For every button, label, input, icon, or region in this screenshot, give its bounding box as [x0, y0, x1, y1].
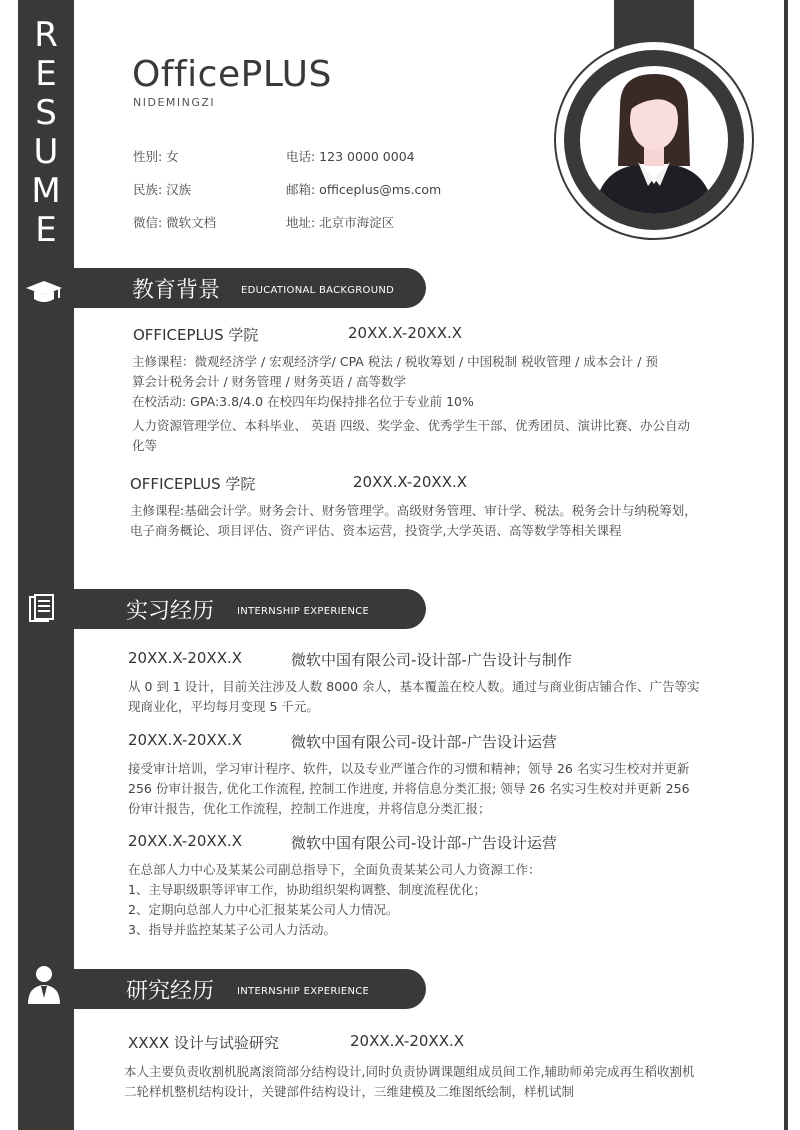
internship-period: 20XX.X-20XX.X — [128, 649, 243, 667]
text-line: 主修课程：微观经济学 / 宏观经济学/ CPA 税法 / 税收筹划 / 中国税制 税收管理 / 成本会计 / 预 — [132, 354, 658, 369]
section-title-cn: 实习经历 — [126, 599, 215, 624]
gender-field: 性别: 女 — [133, 149, 179, 164]
education-school: OFFICEPLUS 学院 — [133, 326, 259, 344]
text-line: 2、定期向总部人力中心汇报某某公司人力情况。 — [128, 902, 399, 917]
research-section-header — [74, 969, 426, 1009]
avatar — [580, 66, 728, 214]
email-field: 邮箱: officeplus@ms.com — [286, 182, 442, 197]
resume-letter: S — [35, 93, 57, 133]
education-details — [132, 352, 690, 456]
resume-letter: R — [34, 15, 58, 55]
research-project: XXXX 设计与试验研究 — [128, 1034, 279, 1052]
education-period: 20XX.X-20XX.X — [348, 324, 463, 342]
text-line: 二轮样机整机结构设计，关键部件结构设计，三维建模及二维图纸绘制，样机试制 — [124, 1084, 575, 1099]
resume-letter: E — [35, 210, 57, 250]
graduation-cap-icon — [24, 278, 64, 306]
section-title-en: EDUCATIONAL BACKGROUND — [241, 285, 395, 296]
resume-letter: E — [35, 54, 57, 94]
phone-field: 电话: 123 0000 0004 — [286, 149, 415, 164]
internship-details — [128, 860, 541, 940]
resume-vertical-title — [18, 16, 74, 250]
avatar-illustration-icon — [580, 66, 728, 214]
ethnicity-field: 民族: 汉族 — [133, 182, 192, 197]
text-line: 主修课程:基础会计学。财务会计、财务管理学。高级财务管理、审计学、税法。税务会计与纳税筹划， — [130, 503, 697, 518]
candidate-name: OfficePLUS — [132, 54, 332, 95]
internship-details — [128, 677, 700, 717]
section-title-cn: 研究经历 — [126, 979, 215, 1004]
internship-period: 20XX.X-20XX.X — [128, 832, 243, 850]
text-line: 现商业化，平均每月变现 5 千元。 — [128, 699, 319, 714]
wechat-field: 微信: 微软文档 — [133, 215, 217, 230]
education-details — [130, 501, 697, 541]
text-line: 本人主要负责收割机脱离滚筒部分结构设计,同时负责协调课题组成员间工作,辅助师弟完成再生稻收割机 — [124, 1064, 695, 1079]
education-section-header — [74, 268, 426, 308]
section-title-cn: 教育背景 — [132, 278, 221, 303]
text-line: 3、指导并监控某某子公司人力活动。 — [128, 922, 336, 937]
internship-period: 20XX.X-20XX.X — [128, 731, 243, 749]
text-line: 电子商务概论、项目评估、资产评估、资本运营，投资学,大学英语、高等数学等相关课程 — [130, 523, 622, 538]
text-line: 在总部人力中心及某某公司副总指导下，全面负责某某公司人力资源工作： — [128, 862, 541, 877]
internship-section-header — [74, 589, 426, 629]
internship-company: 微软中国有限公司-设计部-广告设计运营 — [291, 834, 557, 852]
text-line: 算会计税务会计 / 财务管理 / 财务英语 / 高等数学 — [132, 374, 406, 389]
person-icon — [26, 964, 62, 1006]
document-icon — [28, 594, 56, 624]
text-line: 256 份审计报告, 优化工作流程, 控制工作进度, 并将信息分类汇报; 领导 26 名实习生校对并更新 256 — [128, 781, 690, 796]
section-title-en: INTERNSHIP EXPERIENCE — [237, 986, 370, 997]
text-line: 1、主导职级职等评审工作，协助组织架构调整、制度流程优化； — [128, 882, 486, 897]
text-line: 从 0 到 1 设计，目前关注涉及人数 8000 余人，基本覆盖在校人数。通过与商业街店铺合作、广告等实 — [128, 679, 700, 694]
text-line: 份审计报告，优化工作流程，控制工作进度，并将信息分类汇报； — [128, 801, 491, 816]
education-period: 20XX.X-20XX.X — [353, 473, 468, 491]
research-period: 20XX.X-20XX.X — [350, 1032, 465, 1050]
text-line: 在校活动: GPA:3.8/4.0 在校四年均保持排名位于专业前 10% — [132, 394, 474, 409]
address-field: 地址: 北京市海淀区 — [286, 215, 395, 230]
candidate-subname: NIDEMINGZI — [133, 96, 216, 109]
resume-letter: U — [33, 132, 59, 172]
section-title-en: INTERNSHIP EXPERIENCE — [237, 606, 370, 617]
right-border-line — [784, 0, 788, 1130]
text-line: 接受审计培训，学习审计程序、软件，以及专业严谨合作的习惯和精神；领导 26 名实习生校对并更新 — [128, 761, 690, 776]
education-school: OFFICEPLUS 学院 — [130, 475, 256, 493]
text-line: 人力资源管理学位、本科毕业、 英语 四级、奖学金、优秀学生干部、优秀团员、演讲比赛、办公自动 — [132, 418, 690, 433]
internship-details — [128, 759, 690, 819]
internship-company: 微软中国有限公司-设计部-广告设计运营 — [291, 733, 557, 751]
research-details — [124, 1062, 694, 1102]
resume-letter: M — [31, 171, 61, 211]
text-line: 化等 — [132, 438, 158, 453]
internship-company: 微软中国有限公司-设计部-广告设计与制作 — [291, 651, 572, 669]
